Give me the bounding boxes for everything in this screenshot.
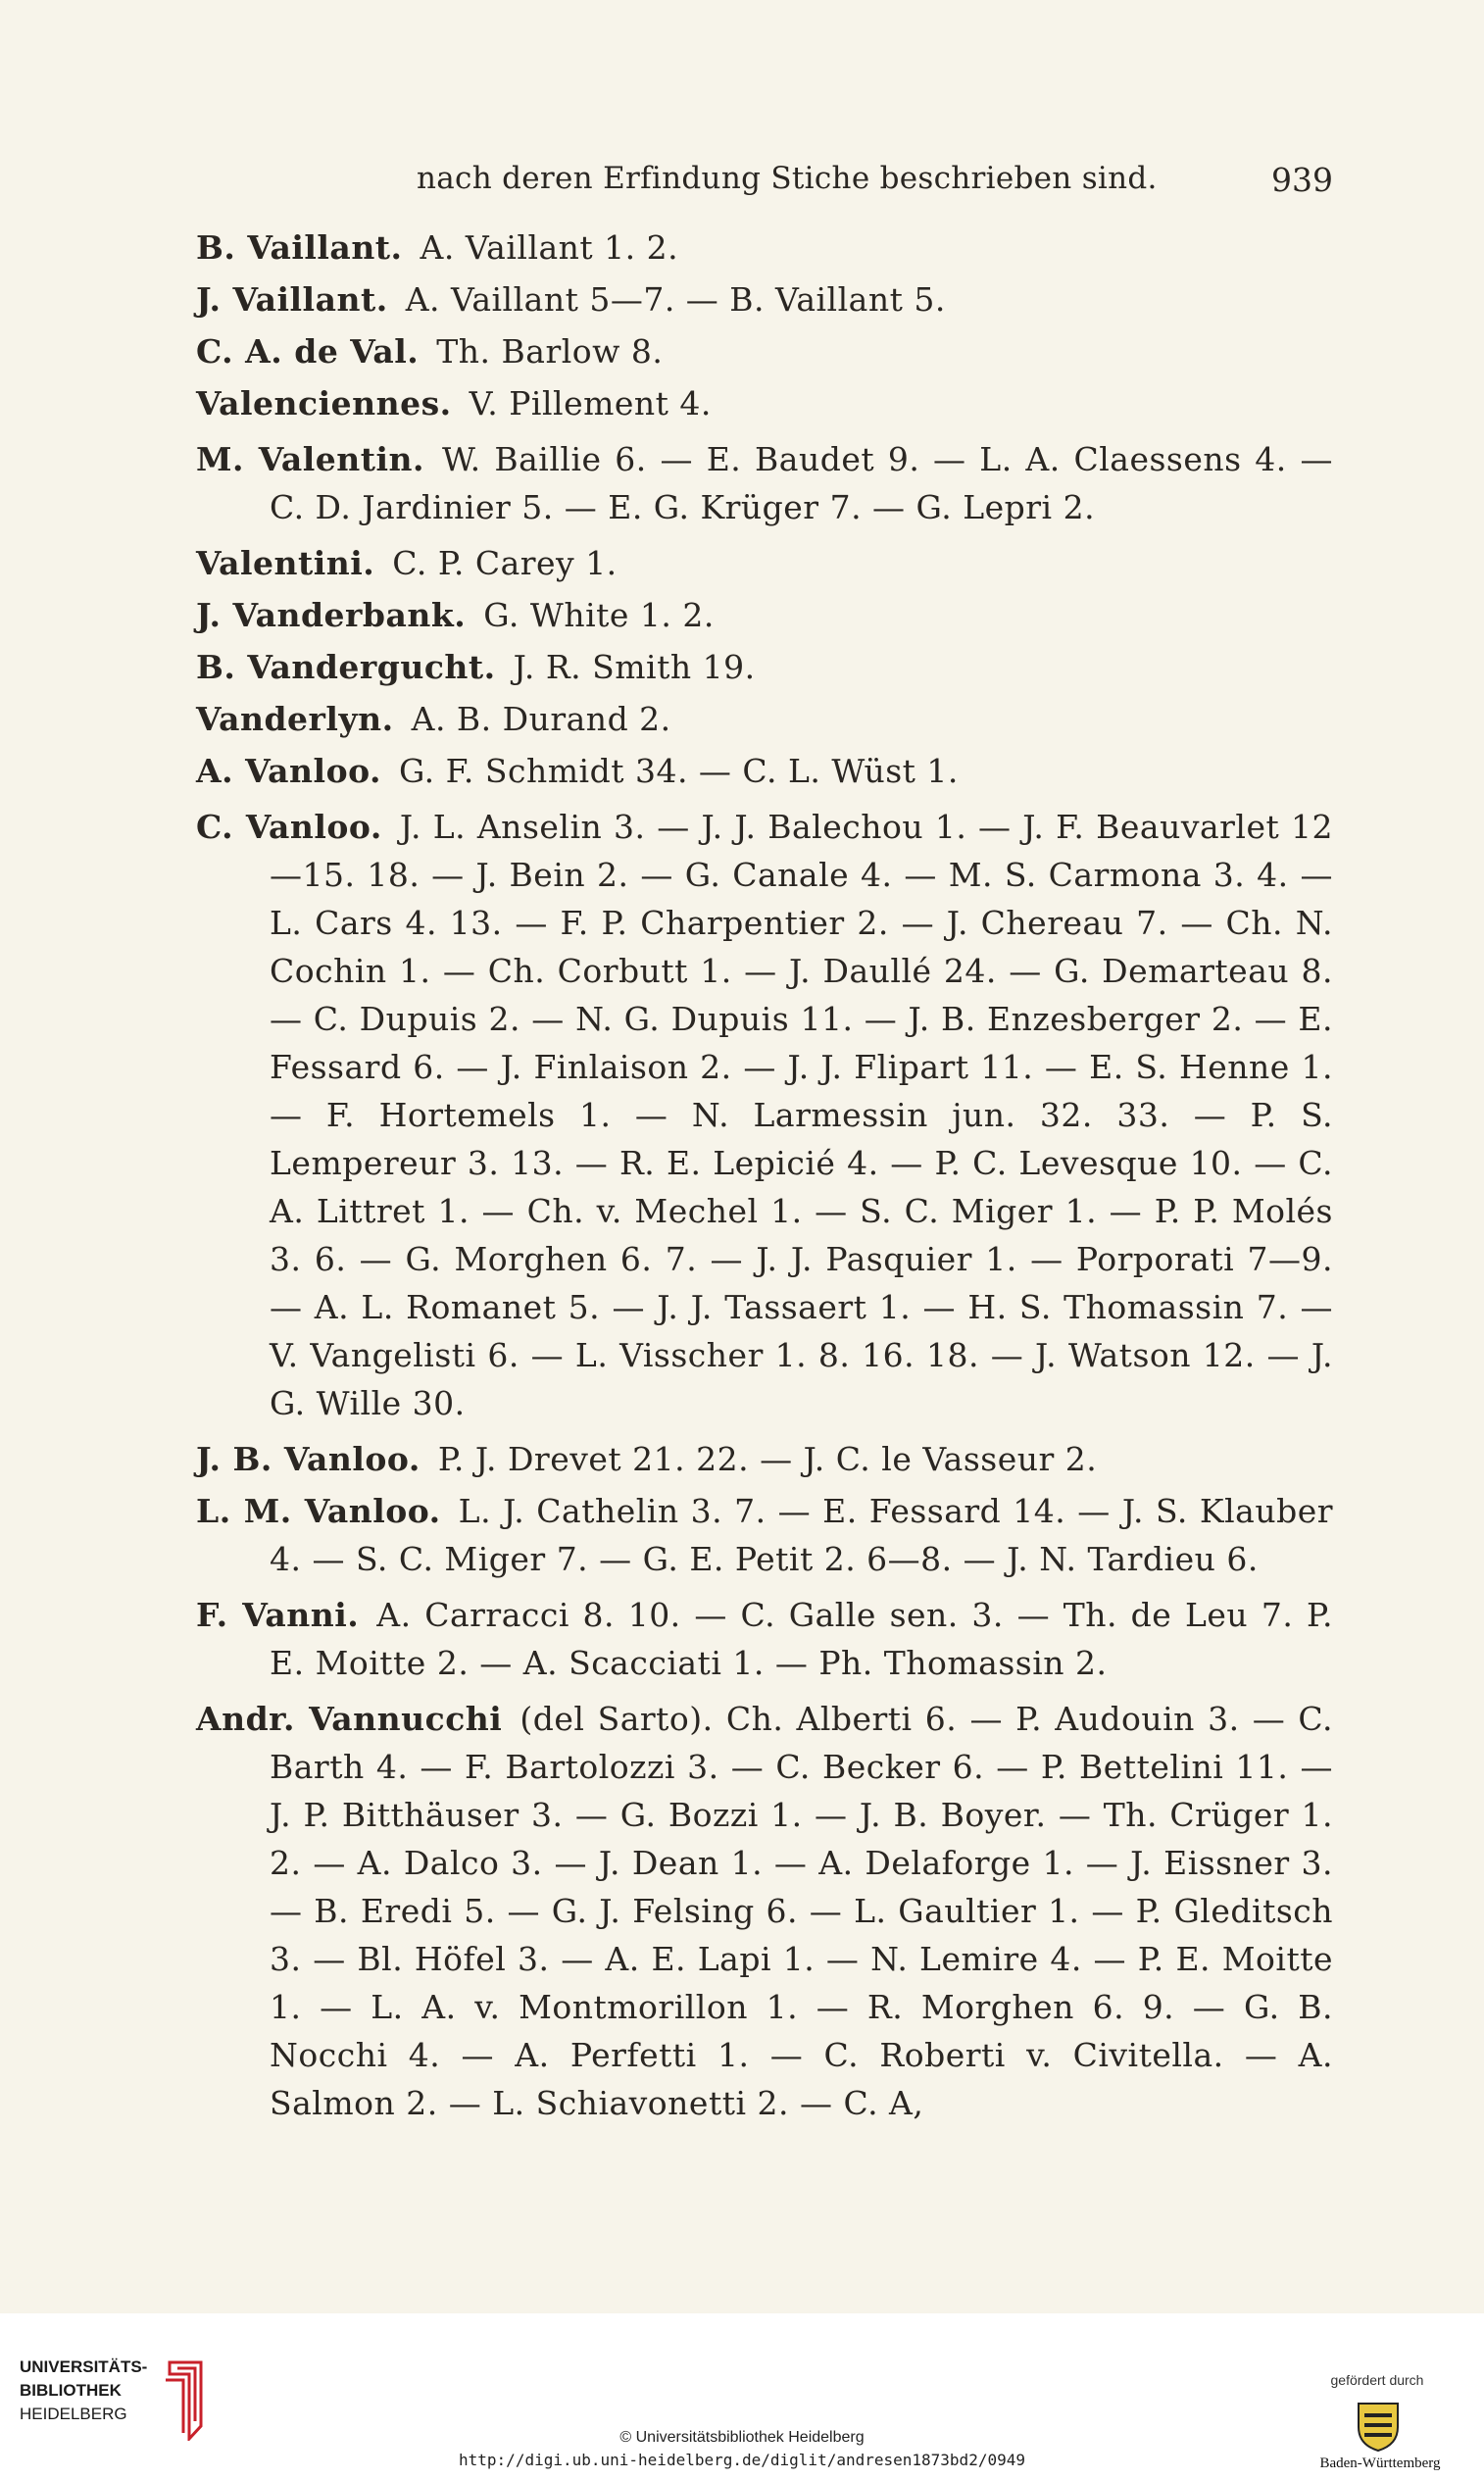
page-text	[196, 157, 1333, 2131]
entry-refs: Th. Barlow 8.	[436, 332, 664, 371]
index-entry	[196, 1591, 1333, 1687]
entry-refs: A. Vaillant 5—7. — B. Vaillant 5.	[405, 280, 946, 319]
index-entry	[196, 379, 1333, 427]
entry-refs: A. B. Durand 2.	[411, 700, 671, 738]
copyright-notice: © Universitätsbibliothek Heidelberg	[619, 2429, 865, 2446]
entry-refs: W. Baillie 6. — E. Baudet 9. — L. A. Claessens 4. — C. D. Jardinier 5. — E. G. Krüger 7. — G. Lepri 2.	[270, 440, 1334, 526]
index-entry	[196, 803, 1333, 1427]
entry-head: C. Vanloo.	[196, 808, 382, 846]
index-entry	[196, 1695, 1333, 2127]
library-logo-icon	[162, 2353, 211, 2441]
permalink[interactable]: http://digi.ub.uni-heidelberg.de/diglit/andresen1873bd2/0949	[459, 2451, 1025, 2469]
entry-refs: A. Carracci 8. 10. — C. Galle sen. 3. — Th. de Leu 7. P. E. Moitte 2. — A. Scacciati 1. — Ph. Thomassin 2.	[270, 1596, 1333, 1682]
entry-head: F. Vanni.	[196, 1596, 360, 1634]
entry-refs: C. P. Carey 1.	[392, 544, 618, 582]
entry-head: J. B. Vanloo.	[196, 1440, 420, 1478]
library-name-line1: UNIVERSITÄTS-	[20, 2357, 148, 2376]
index-entry	[196, 591, 1333, 639]
entry-head: M. Valentin.	[196, 440, 424, 478]
sponsor-label: gefördert durch	[1330, 2372, 1424, 2388]
entry-head: Andr. Vannucchi	[196, 1700, 503, 1738]
index-entry	[196, 1487, 1333, 1583]
index-entry	[196, 747, 1333, 795]
entry-refs: A. Vaillant 1. 2.	[420, 228, 679, 267]
entry-head: L. M. Vanloo.	[196, 1492, 441, 1530]
index-entry	[196, 1435, 1333, 1483]
entry-head: B. Vaillant.	[196, 228, 403, 267]
entry-refs: V. Pillement 4.	[469, 384, 712, 422]
entry-refs: J. L. Anselin 3. — J. J. Balechou 1. — J. F. Beauvarlet 12—15. 18. — J. Bein 2. — G. Canale 4. — M. S. Carmona 3. 4. — L. Cars 4. 13. — F. P. Charpentier 2. — J. Chereau 7. — Ch. N. Cochin 1. — Ch. Corbutt 1. — J. Daullé 24. — G. Demarteau 8. — C. Dupuis 2. — N. G. Dupuis 11. — J. B. Enzesberger 2. — E. Fessard 6. — J. Finlaison 2. — J. J. Flipart 11. — E. S. Henne 1. — F. Hortemels 1. — N. Larmessin jun. 32. 33. — P. S. Lempereur 3. 13. — R. E. Lepicié 4. — P. C. Levesque 10. — C. A. Littret 1. — Ch. v. Mechel 1. — S. C. Miger 1. — P. P. Molés 3. 6. — G. Morghen 6. 7. — J. J. Pasquier 1. — Porporati 7—9. — A. L. Romanet 5. — J. J. Tassaert 1. — H. S. Thomassin 7. — V. Vangelisti 6. — L. Visscher 1. 8. 16. 18. — J. Watson 12. — J. G. Wille 30.	[270, 808, 1334, 1422]
state-crest-icon	[1353, 2398, 1404, 2453]
sponsor-name: Baden-Württemberg	[1319, 2455, 1441, 2471]
entry-head: Vanderlyn.	[196, 700, 394, 738]
entry-refs: G. F. Schmidt 34. — C. L. Wüst 1.	[399, 752, 959, 790]
library-name-line3: HEIDELBERG	[20, 2405, 127, 2423]
entry-head: C. A. de Val.	[196, 332, 420, 371]
entry-head: A. Vanloo.	[196, 752, 381, 790]
entry-head: J. Vanderbank.	[196, 596, 467, 634]
index-entry	[196, 327, 1333, 375]
entry-refs: P. J. Drevet 21. 22. — J. C. le Vasseur 2.	[437, 1440, 1098, 1478]
entry-refs: L. J. Cathelin 3. 7. — E. Fessard 14. — J. S. Klauber 4. — S. C. Miger 7. — G. E. Petit 2. 6—8. — J. N. Tardieu 6.	[270, 1492, 1333, 1578]
index-entry	[196, 643, 1333, 691]
library-name-line2: BIBLIOTHEK	[20, 2381, 122, 2400]
index-entry	[196, 695, 1333, 743]
index-entry	[196, 275, 1333, 323]
entry-refs: (del Sarto). Ch. Alberti 6. — P. Audouin 3. — C. Barth 4. — F. Bartolozzi 3. — C. Becker 6. — P. Bettelini 11. — J. P. Bitthäuser 3. — G. Bozzi 1. — J. B. Boyer. — Th. Crüger 1. 2. — A. Dalco 3. — J. Dean 1. — A. Delaforge 1. — J. Eissner 3. — B. Eredi 5. — G. J. Felsing 6. — L. Gaultier 1. — P. Gleditsch 3. — Bl. Höfel 3. — A. E. Lapi 1. — N. Lemire 4. — P. E. Moitte 1. — L. A. v. Montmorillon 1. — R. Morghen 6. 9. — G. B. Nocchi 4. — A. Perfetti 1. — C. Roberti v. Civitella. — A. Salmon 2. — L. Schiavonetti 2. — C. A,	[270, 1700, 1333, 2122]
entry-head: J. Vaillant.	[196, 280, 388, 319]
entry-head: Valentini.	[196, 544, 375, 582]
index-entry	[196, 223, 1333, 272]
index-entry	[196, 435, 1333, 531]
entry-head: Valenciennes.	[196, 384, 452, 422]
entry-refs: G. White 1. 2.	[483, 596, 715, 634]
page-number: 939	[1271, 161, 1333, 199]
entry-refs: J. R. Smith 19.	[513, 648, 756, 686]
entry-head: B. Vandergucht.	[196, 648, 496, 686]
running-title: nach deren Erfindung Stiche beschrieben sind.	[417, 161, 1158, 196]
page-header	[196, 157, 1333, 212]
index-entry	[196, 539, 1333, 587]
